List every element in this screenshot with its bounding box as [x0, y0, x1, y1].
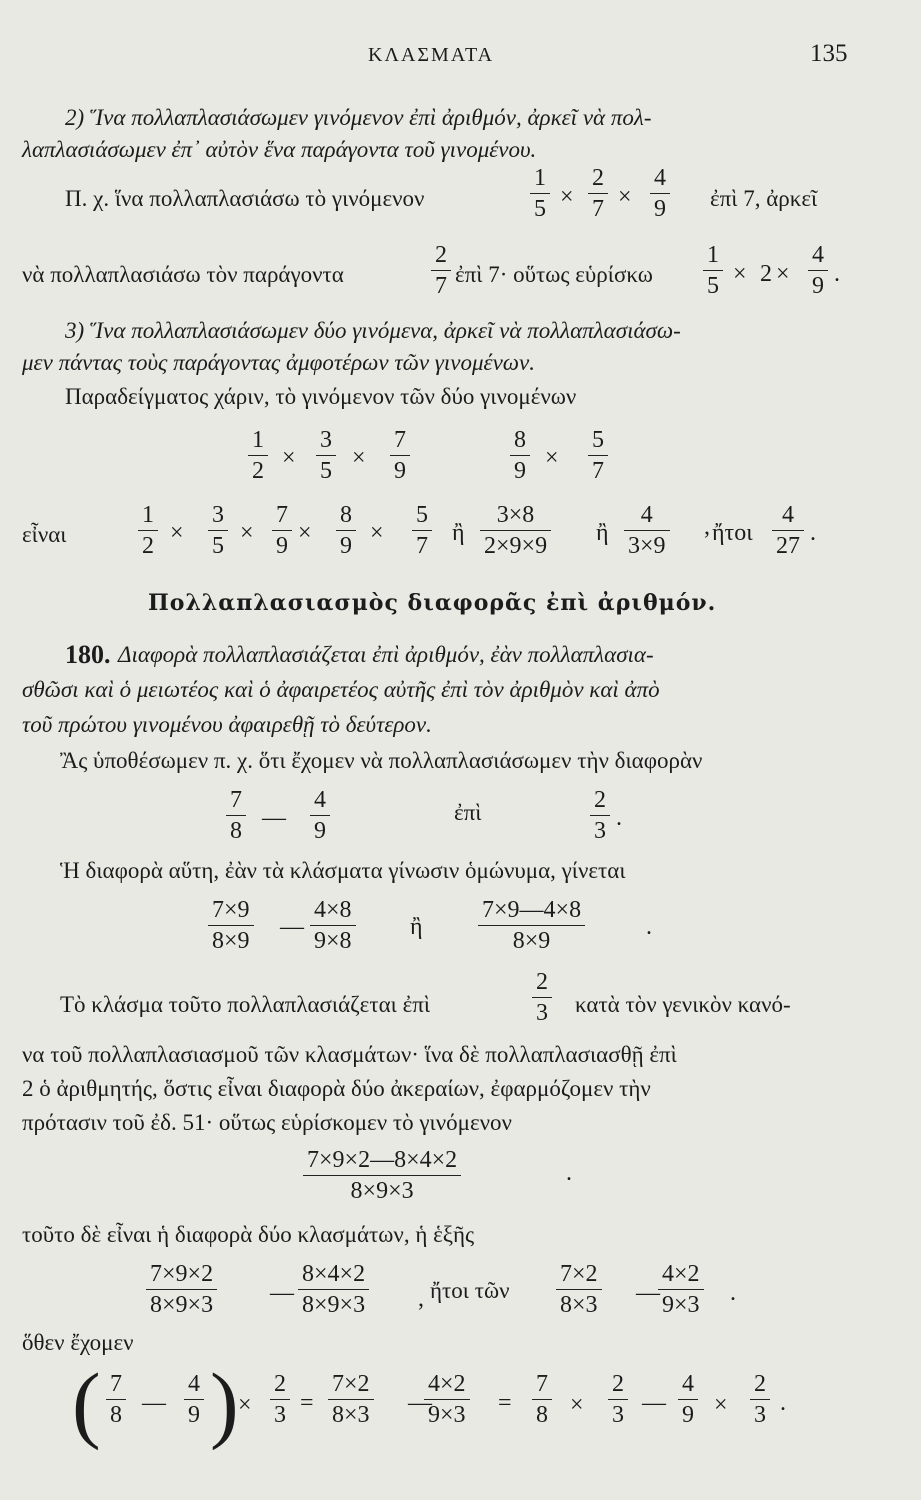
hitoi-label: ἤτοι [712, 520, 753, 546]
minus-sign: — [636, 1280, 660, 1306]
fraction-4-9: 4 9 [312, 788, 328, 843]
example-line-1-end: ἐπὶ 7, ἀρκεῖ [710, 186, 818, 211]
example-line-2-mid: ἐπὶ 7· οὕτως εὑρίσκω [455, 262, 653, 287]
fraction-7-9: 7 9 [392, 428, 408, 483]
hitoi-ton-label: ἤτοι τῶν [430, 1278, 510, 1303]
fraction-4-9: 4 9 [186, 1372, 202, 1427]
fraction-7-9: 7 9 [274, 503, 290, 558]
fraction-1-5: 1 5 [532, 166, 548, 221]
times-sign: × [370, 520, 384, 546]
example-intro: Παραδείγματος χάριν, τὸ γινόμενον τῶν δύο γινομένων [65, 384, 577, 409]
difference-line: Ἡ διαφορὰ αὕτη, ἐὰν τὰ κλάσματα γίνωσιν ὁμώνυμα, γίνεται [60, 858, 626, 883]
example-line-2: νὰ πολλαπλασιάσω τὸν παράγοντα [22, 262, 344, 287]
period: . [566, 1160, 572, 1186]
rule-text-line-2: 2 ὁ ἀριθμητής, ὅστις εἶναι διαφορὰ δύο ἀκεραίων, ἐφαρμόζομεν τὴν [22, 1076, 651, 1101]
times-sign: × [560, 184, 574, 210]
fraction-8-9: 8 9 [338, 503, 354, 558]
times-sign: × [238, 1392, 252, 1418]
rule-2-line-2: λαπλασιάσωμεν ἐπ᾽ αὐτὸν ἕνα παράγοντα τοῦ γινομένου. [22, 137, 537, 162]
fraction-2-7: 2 7 [590, 166, 606, 221]
period: . [834, 261, 840, 287]
minus-sign: — [270, 1280, 294, 1306]
hence-line: ὅθεν ἔχομεν [22, 1330, 134, 1355]
fraction-4-9: 4 9 [680, 1372, 696, 1427]
suppose-line: Ἂς ὑποθέσωμεν π. χ. ὅτι ἔχομεν νὰ πολλαπλασιάσωμεν τὴν διαφορὰν [60, 748, 703, 773]
rule-2-line-1: 2) Ἵνα πολλαπλασιάσωμεν γινόμενον ἐπὶ ἀριθμόν, ἀρκεῖ νὰ πολ- [65, 105, 652, 130]
difference-of-fractions-line: τοῦτο δὲ εἶναι ἡ διαφορὰ δύο κλασμάτων, ἡ ἑξῆς [22, 1222, 475, 1247]
fraction-4-27: 4 27 [774, 503, 802, 558]
fraction-3-5: 3 5 [210, 503, 226, 558]
fraction-4x2-over-9x3: 4×2 9×3 [660, 1262, 702, 1317]
fraction-7x9-8x9: 7×9 8×9 [210, 898, 252, 953]
fraction-long-product: 7×9×2—8×4×2 8×9×3 [305, 1148, 459, 1203]
minus-sign: — [642, 1390, 666, 1416]
fraction-7x9x2-over-8x9x3: 7×9×2 8×9×3 [148, 1262, 215, 1317]
fraction-2-3: 2 3 [272, 1372, 288, 1427]
times-sign: × [776, 261, 790, 287]
times-sign: × [352, 445, 366, 471]
fraction-7-8: 7 8 [228, 788, 244, 843]
times-sign: × [240, 520, 254, 546]
fraction-2-7: 2 7 [433, 243, 449, 298]
fraction-multiplied-line-end: κατὰ τὸν γενικὸν κανό- [575, 992, 791, 1017]
period: . [780, 1390, 786, 1416]
times-sign: × [170, 520, 184, 546]
or-symbol: ἢ [596, 520, 609, 546]
fraction-7x9-4x8-over-8x9: 7×9—4×8 8×9 [480, 898, 583, 953]
epi-label: ἐπὶ [454, 800, 482, 825]
rule-180-line-2: σθῶσι καὶ ὁ μειωτέος καὶ ὁ ἀφαιρετέος αὐτῆς ἐπὶ τὸν ἀριθμὸν καὶ ἀπὸ [22, 677, 660, 702]
fraction-4-3x9: 4 3×9 [626, 503, 668, 558]
right-parenthesis: ) [210, 1355, 239, 1451]
fraction-4x2-over-9x3: 4×2 9×3 [426, 1372, 468, 1427]
fraction-2-3: 2 3 [610, 1372, 626, 1427]
period: . [730, 1280, 736, 1306]
times-sign: × [298, 520, 312, 546]
fraction-3-5: 3 5 [318, 428, 334, 483]
minus-sign: — [408, 1390, 432, 1416]
example-line-1: Π. χ. ἵνα πολλαπλασιάσω τὸ γινόμενον [65, 186, 425, 211]
minus-sign: — [142, 1390, 166, 1416]
times-sign: × [618, 184, 632, 210]
rule-180-line-1: Διαφορὰ πολλαπλασιάζεται ἐπὶ ἀριθμόν, ἐὰν πολλαπλασια- [118, 642, 654, 667]
factor-2: 2 [760, 261, 772, 287]
rule-text-line-3: πρότασιν τοῦ ἐδ. 51· οὕτως εὑρίσκομεν τὸ γινόμενον [22, 1110, 512, 1135]
fraction-2-3: 2 3 [592, 788, 608, 843]
minus-sign: — [262, 805, 286, 831]
rule-3-line-1: 3) Ἵνα πολλαπλασιάσωμεν δύο γινόμενα, ἀρκεῖ νὰ πολλαπλασιάσω- [65, 318, 681, 343]
fraction-7-8: 7 8 [534, 1372, 550, 1427]
fraction-multiplied-line: Τὸ κλάσμα τοῦτο πολλαπλασιάζεται ἐπὶ [60, 992, 431, 1017]
period: . [810, 520, 816, 546]
fraction-5-7: 5 7 [590, 428, 606, 483]
period: . [616, 805, 622, 831]
fraction-8x4x2-over-8x9x3: 8×4×2 8×9×3 [300, 1262, 367, 1317]
equals-sign: = [498, 1390, 512, 1416]
fraction-2-3: 2 3 [752, 1372, 768, 1427]
comma: , [418, 1286, 424, 1312]
times-sign: × [545, 445, 559, 471]
fraction-7x2-over-8x3: 7×2 8×3 [558, 1262, 600, 1317]
section-title: Πολλαπλασιασμὸς διαφορᾶς ἐπὶ ἀριθμόν. [148, 590, 717, 616]
fraction-2-3: 2 3 [534, 970, 550, 1025]
times-sign: × [733, 261, 747, 287]
page-number: 135 [810, 40, 848, 67]
running-header: ΚΛΑΣΜΑΤΑ [368, 44, 495, 66]
rule-3-line-2: μεν πάντας τοὺς παράγοντας ἀμφοτέρων τῶν γινομένων. [22, 350, 535, 375]
fraction-product-3x8: 3×8 2×9×9 [482, 503, 549, 558]
equals-sign: = [300, 1390, 314, 1416]
period: . [646, 914, 652, 940]
fraction-4-9: 4 9 [652, 166, 668, 221]
minus-sign: — [280, 914, 304, 940]
fraction-7-8: 7 8 [108, 1372, 124, 1427]
fraction-4x8-9x8: 4×8 9×8 [312, 898, 354, 953]
times-sign: × [570, 1392, 584, 1418]
fraction-5-7: 5 7 [414, 503, 430, 558]
times-sign: × [282, 445, 296, 471]
einai-label: εἶναι [22, 522, 67, 547]
comma: , [704, 514, 710, 540]
fraction-8-9: 8 9 [512, 428, 528, 483]
times-sign: × [714, 1392, 728, 1418]
section-number: 180. [65, 640, 111, 669]
fraction-4-9: 4 9 [810, 243, 826, 298]
rule-text-line-1: να τοῦ πολλαπλασιασμοῦ τῶν κλασμάτων· ἵνα δὲ πολλαπλασιασθῇ ἐπὶ [22, 1042, 677, 1067]
fraction-1-2: 1 2 [140, 503, 156, 558]
fraction-7x2-over-8x3: 7×2 8×3 [330, 1372, 372, 1427]
rule-180-line-3: τοῦ πρώτου γινομένου ἀφαιρεθῇ τὸ δεύτερον. [22, 712, 432, 737]
left-parenthesis: ( [72, 1355, 101, 1451]
fraction-1-5: 1 5 [705, 243, 721, 298]
or-symbol: ἢ [452, 520, 465, 546]
or-symbol: ἢ [410, 914, 423, 940]
fraction-1-2: 1 2 [250, 428, 266, 483]
